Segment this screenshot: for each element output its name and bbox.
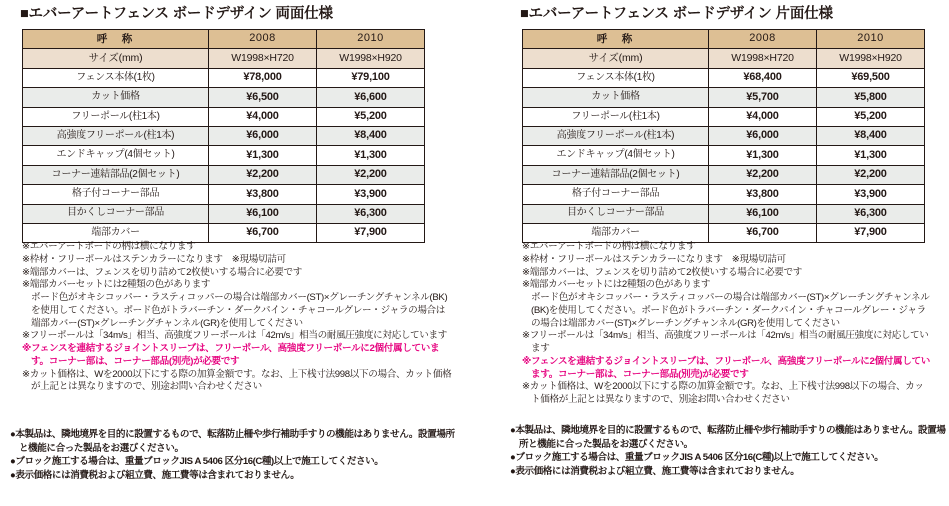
price-cell-2010: ¥5,200 <box>317 107 425 126</box>
price-cell-2010: ¥8,400 <box>317 126 425 145</box>
price-cell-2010: ¥79,100 <box>317 68 425 87</box>
row-label: フェンス本体(1枚) <box>523 68 709 87</box>
size-row-value: W1998×H920 <box>817 49 925 68</box>
row-label: エンドキャップ(4個セット) <box>523 146 709 165</box>
column-header-model-2010: 2010 <box>817 30 925 49</box>
price-cell-2010: ¥7,900 <box>817 223 925 242</box>
price-cell-2008: ¥78,000 <box>209 68 317 87</box>
table-row <box>23 88 425 107</box>
row-label: コーナー連結部品(2個セット) <box>523 165 709 184</box>
notes-double-sided <box>22 241 454 394</box>
price-cell-2008: ¥3,800 <box>709 185 817 204</box>
row-label: 高強度フリーポール(柱1本) <box>523 126 709 145</box>
note-line: ※枠材・フリーポールはステンカラーになります ※現場切詰可 <box>22 253 286 265</box>
row-label: 高強度フリーポール(柱1本) <box>23 126 209 145</box>
price-cell-2010: ¥69,500 <box>817 68 925 87</box>
size-row-label: サイズ(mm) <box>23 49 209 68</box>
price-cell-2008: ¥2,200 <box>709 165 817 184</box>
table-row <box>23 185 425 204</box>
column-header-model-2008: 2008 <box>709 30 817 49</box>
note-line: ボード色がオキシコッパー・ラスティコッパーの場合は端部カバー(ST)×グレーチングチャンネル(BK)を使用してください。ボード色がトラバーチン・ダークパイン・チャコールグレー・ジャラの場合は端部カバー(ST)×グレーチングチャンネル(GR)を使用してください <box>531 292 930 329</box>
price-cell-2010: ¥5,200 <box>817 107 925 126</box>
note-line: ※カット価格は、Wを2000以下にする際の加算金額です。なお、上下桟寸法998以下の場合、カット価格が上記とは異なりますので、別途お問い合わせください <box>522 381 924 405</box>
price-table-body-double-sided <box>23 30 425 243</box>
note-line: ※エバーアートボードの柄は横になります <box>22 241 196 252</box>
note-line: ※端部カバーは、フェンスを切り詰めて2枚使いする場合に必要です <box>22 266 302 278</box>
price-cell-2010: ¥2,200 <box>317 165 425 184</box>
column-header-name: 呼 称 <box>23 30 209 49</box>
size-row-value: W1998×H720 <box>709 49 817 68</box>
column-header-model-2008: 2008 <box>209 30 317 49</box>
row-label: 目かくしコーナー部品 <box>23 204 209 223</box>
price-cell-2008: ¥6,100 <box>709 204 817 223</box>
disclaimer-bullet: ●表示価格には消費税および組立費、施工費等は含まれておりません。 <box>10 469 300 481</box>
note-line: ※エバーアートボードの柄は横になります <box>522 241 696 252</box>
price-cell-2010: ¥1,300 <box>317 146 425 165</box>
disclaimer-bullet: ●ブロック施工する場合は、重量ブロックJIS A 5406 区分16(C種)以上で施工してください。 <box>10 456 384 468</box>
price-cell-2010: ¥3,900 <box>317 185 425 204</box>
size-row-label: サイズ(mm) <box>523 49 709 68</box>
price-cell-2008: ¥1,300 <box>709 146 817 165</box>
column-header-name: 呼 称 <box>523 30 709 49</box>
price-table-single-sided <box>522 29 925 243</box>
bullets-single-sided <box>510 424 949 478</box>
note-highlighted: ※フェンスを連結するジョイントスリーブは、フリーポール、高強度フリーポールに2個付属しています。コーナー部は、コーナー部品(別売)が必要です <box>22 343 440 367</box>
price-cell-2008: ¥6,000 <box>709 126 817 145</box>
note-line: ※フリーポールは「34m/s」相当、高強度フリーポールは「42m/s」相当の耐風圧強度に対応しています <box>522 330 929 354</box>
table-row <box>523 223 925 242</box>
price-cell-2010: ¥2,200 <box>817 165 925 184</box>
table-row <box>523 165 925 184</box>
price-cell-2008: ¥6,500 <box>209 88 317 107</box>
price-cell-2008: ¥6,100 <box>209 204 317 223</box>
price-table-body-single-sided <box>523 30 925 243</box>
table-row <box>523 126 925 145</box>
price-cell-2010: ¥8,400 <box>817 126 925 145</box>
size-row-value: W1998×H920 <box>317 49 425 68</box>
table-row <box>523 146 925 165</box>
disclaimer-bullet: ●表示価格には消費税および組立費、施工費等は含まれておりません。 <box>510 465 800 477</box>
bullets-double-sided <box>10 428 462 482</box>
row-label: フリーポール(柱1本) <box>23 107 209 126</box>
price-cell-2008: ¥6,700 <box>709 223 817 242</box>
size-row-value: W1998×H720 <box>209 49 317 68</box>
row-label: エンドキャップ(4個セット) <box>23 146 209 165</box>
price-table-double-sided <box>22 29 425 243</box>
note-line: ※端部カバーは、フェンスを切り詰めて2枚使いする場合に必要です <box>522 266 802 278</box>
price-cell-2008: ¥4,000 <box>709 107 817 126</box>
notes-single-sided <box>522 241 930 407</box>
table-row <box>23 68 425 87</box>
price-cell-2010: ¥6,600 <box>317 88 425 107</box>
row-label: 端部カバー <box>23 223 209 242</box>
row-label: 目かくしコーナー部品 <box>523 204 709 223</box>
note-line: ※フリーポールは「34m/s」相当、高強度フリーポールは「42m/s」相当の耐風圧強度に対応しています <box>22 330 448 342</box>
panel-single-sided <box>500 0 949 506</box>
price-cell-2010: ¥6,300 <box>817 204 925 223</box>
price-cell-2010: ¥7,900 <box>317 223 425 242</box>
note-line: ※枠材・フリーポールはステンカラーになります ※現場切詰可 <box>522 253 786 265</box>
note-line: ※端部カバーセットには2種類の色があります <box>522 279 711 291</box>
row-label: コーナー連結部品(2個セット) <box>23 165 209 184</box>
row-label: カット価格 <box>523 88 709 107</box>
price-cell-2008: ¥2,200 <box>209 165 317 184</box>
table-row <box>523 68 925 87</box>
table-row <box>523 204 925 223</box>
price-cell-2010: ¥3,900 <box>817 185 925 204</box>
price-cell-2010: ¥1,300 <box>817 146 925 165</box>
table-row <box>23 146 425 165</box>
table-header-row <box>523 30 925 49</box>
disclaimer-bullet: ●本製品は、隣地境界を目的に設置するもので、転落防止柵や歩行補助手すりの機能はありません。設置場所と機能に合った製品をお選びください。 <box>10 429 455 454</box>
row-label: カット価格 <box>23 88 209 107</box>
price-cell-2008: ¥4,000 <box>209 107 317 126</box>
table-size-row <box>523 49 925 68</box>
column-header-model-2010: 2010 <box>317 30 425 49</box>
note-line: ※端部カバーセットには2種類の色があります <box>22 279 211 291</box>
table-header-row <box>23 30 425 49</box>
price-cell-2008: ¥1,300 <box>209 146 317 165</box>
row-label: 格子付コーナー部品 <box>523 185 709 204</box>
price-cell-2008: ¥3,800 <box>209 185 317 204</box>
table-row <box>23 126 425 145</box>
price-cell-2008: ¥6,000 <box>209 126 317 145</box>
table-row <box>23 165 425 184</box>
price-cell-2008: ¥6,700 <box>209 223 317 242</box>
note-highlighted: ※フェンスを連結するジョイントスリーブは、フリーポール、高強度フリーポールに2個付属しています。コーナー部は、コーナー部品(別売)が必要です <box>522 355 930 380</box>
table-row <box>23 107 425 126</box>
panel-title-double-sided: ■エバーアートフェンス ボードデザイン 両面仕様 <box>20 6 333 22</box>
table-row <box>23 223 425 242</box>
note-line: ※カット価格は、Wを2000以下にする際の加算金額です。なお、上下桟寸法998以下の場合、カット価格が上記とは異なりますので、別途お問い合わせください <box>22 368 452 393</box>
panel-title-single-sided: ■エバーアートフェンス ボードデザイン 片面仕様 <box>520 6 833 22</box>
table-row <box>523 88 925 107</box>
price-cell-2008: ¥68,400 <box>709 68 817 87</box>
disclaimer-bullet: ●本製品は、隣地境界を目的に設置するもので、転落防止柵や歩行補助手すりの機能はありません。設置場所と機能に合った製品をお選びください。 <box>510 425 946 450</box>
row-label: 格子付コーナー部品 <box>23 185 209 204</box>
row-label: フリーポール(柱1本) <box>523 107 709 126</box>
table-row <box>523 185 925 204</box>
price-cell-2008: ¥5,700 <box>709 88 817 107</box>
row-label: 端部カバー <box>523 223 709 242</box>
table-size-row <box>23 49 425 68</box>
disclaimer-bullet: ●ブロック施工する場合は、重量ブロックJIS A 5406 区分16(C種)以上で施工してください。 <box>510 452 884 464</box>
table-row <box>23 204 425 223</box>
note-line: ボード色がオキシコッパー・ラスティコッパーの場合は端部カバー(ST)×グレーチングチャンネル(BK)を使用してください。ボード色がトラバーチン・ダークパイン・チャコールグレー・ジャラの場合は端部カバー(ST)×グレーチングチャンネル(GR)を使用してください <box>31 292 448 329</box>
price-cell-2010: ¥6,300 <box>317 204 425 223</box>
table-row <box>523 107 925 126</box>
row-label: フェンス本体(1枚) <box>23 68 209 87</box>
price-cell-2010: ¥5,800 <box>817 88 925 107</box>
